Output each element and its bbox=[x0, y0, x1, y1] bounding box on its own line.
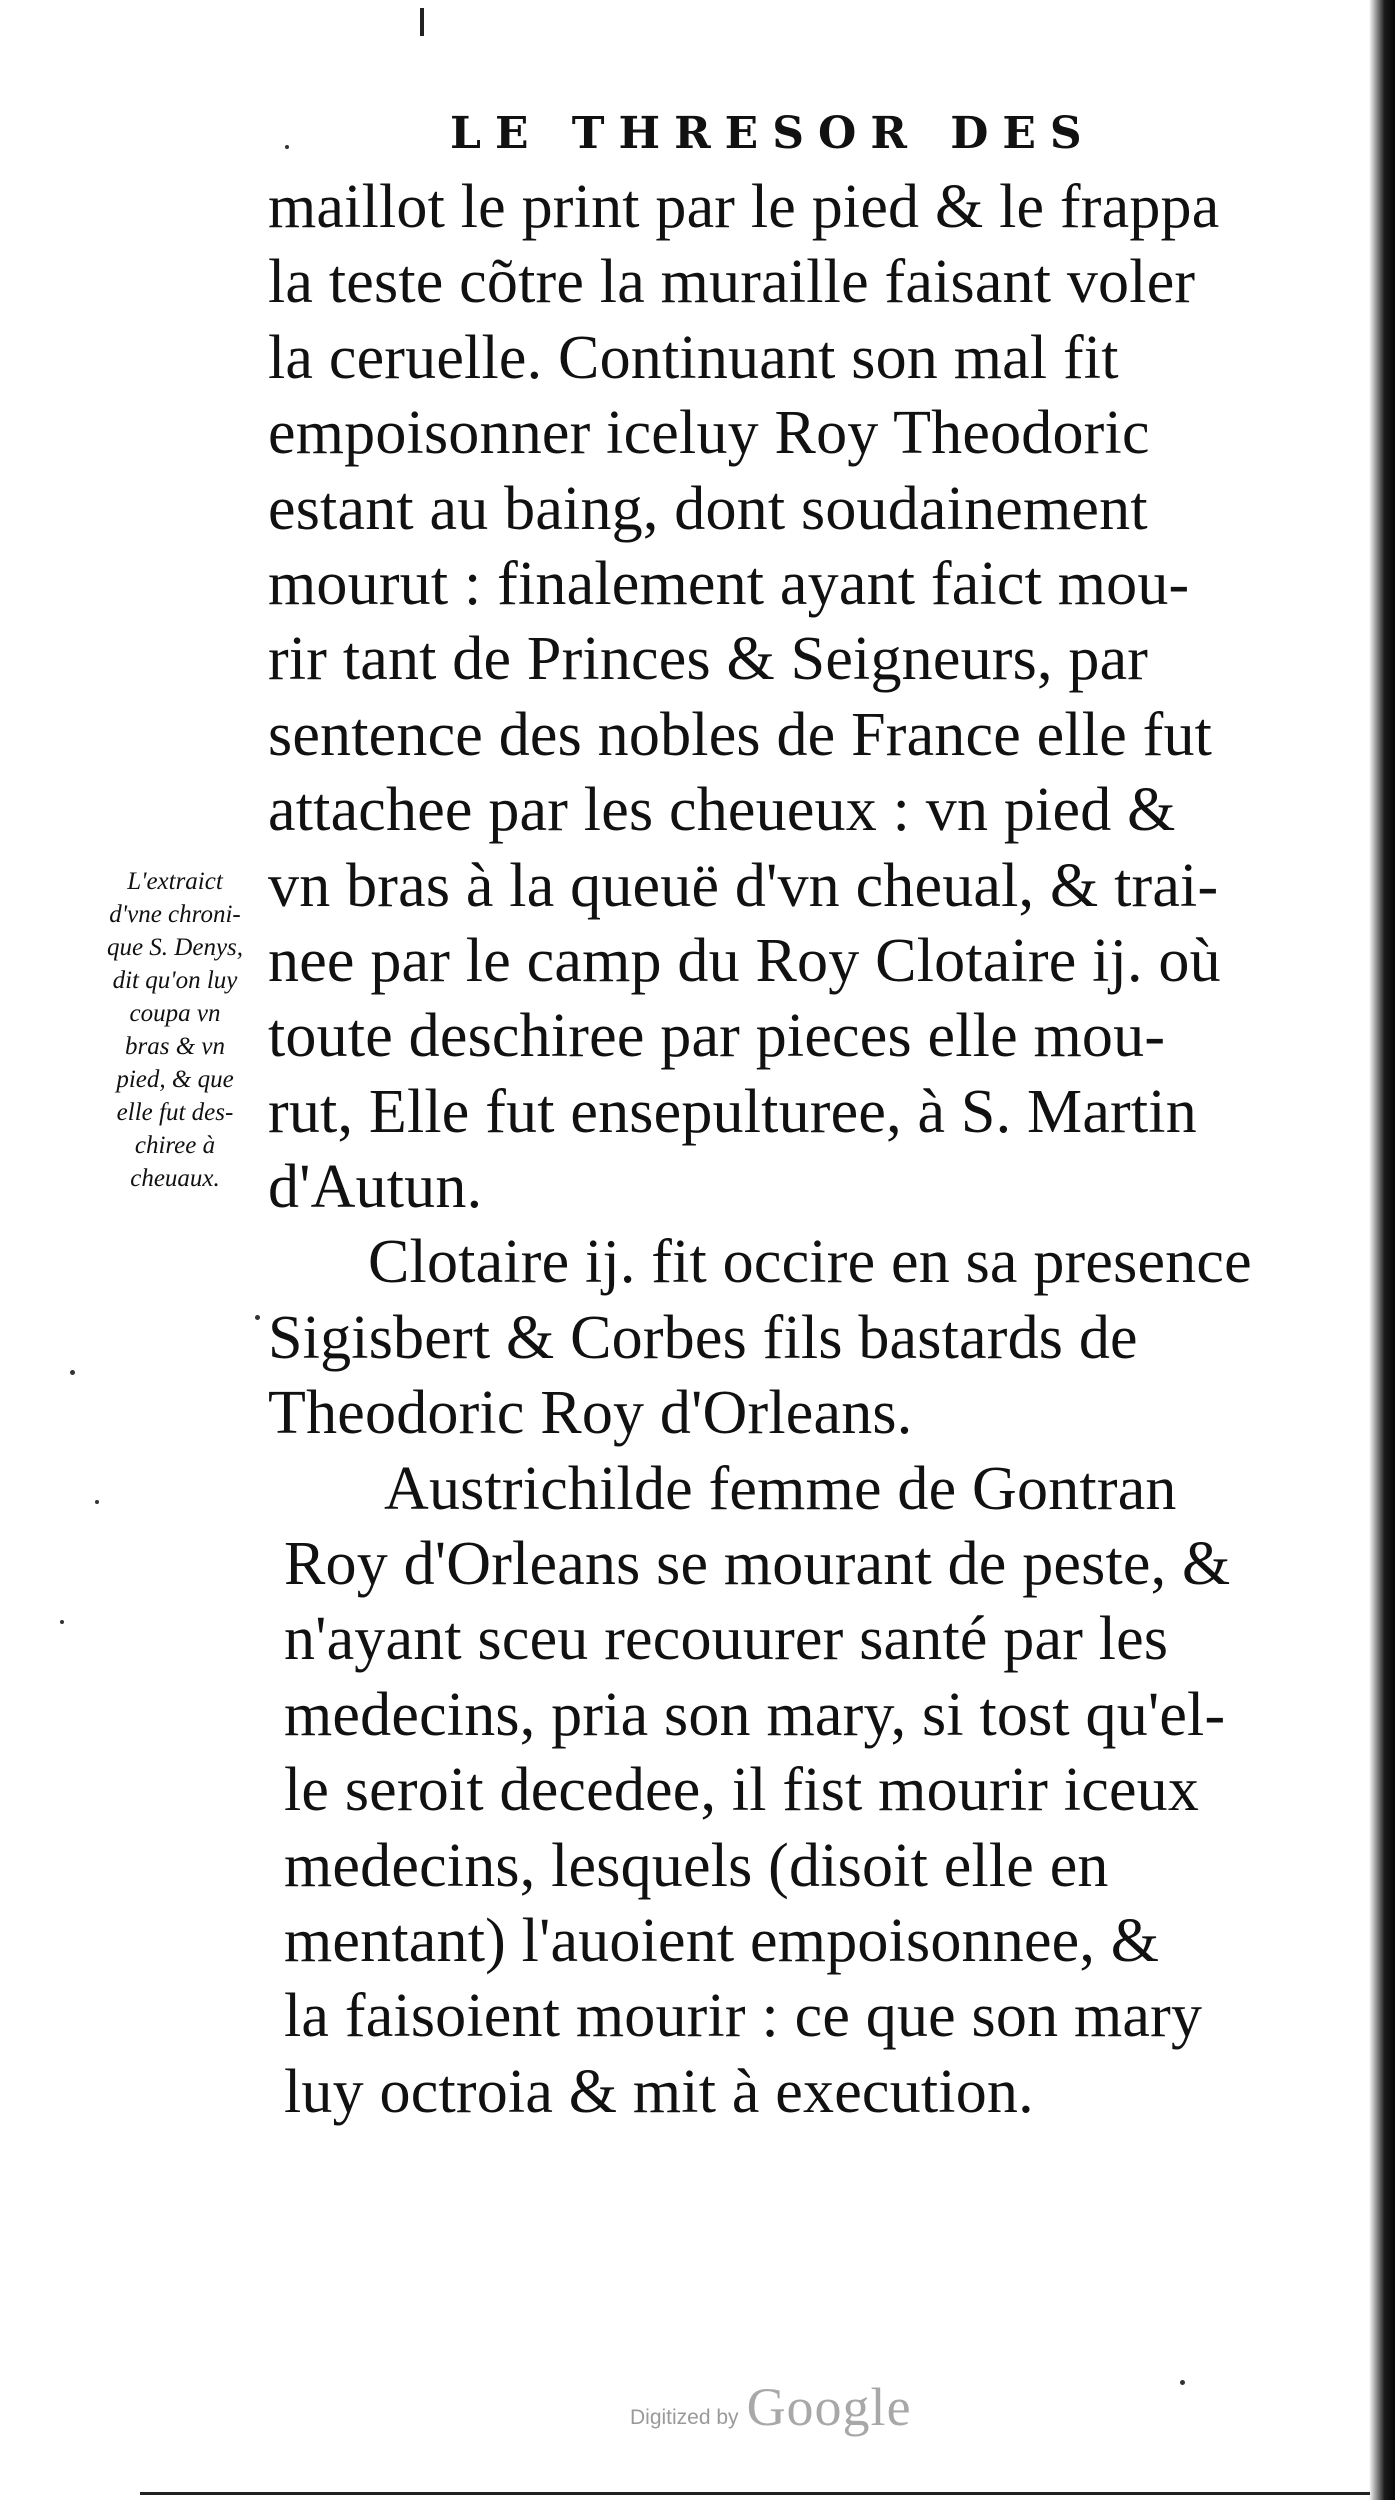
paragraph-start-line: Clotaire ij. fit occire en sa presence bbox=[368, 1228, 1252, 1297]
text-line: n'ayant sceu recouurer santé par les bbox=[284, 1605, 1169, 1674]
digitized-by-label: Digitized by bbox=[630, 2406, 739, 2429]
google-wordmark: Google bbox=[746, 2377, 912, 2437]
marginal-note bbox=[85, 865, 265, 1195]
text-line: medecins, pria son mary, si tost qu'el- bbox=[284, 1680, 1226, 1749]
page-bottom-edge bbox=[140, 2492, 1370, 2495]
text-line: mentant) l'auoient empoisonnee, & bbox=[284, 1906, 1160, 1975]
text-line: luy octroia & mit à execution. bbox=[284, 2057, 1034, 2126]
margin-note-line: bras & vn bbox=[125, 1033, 225, 1060]
text-line: rir tant de Princes & Seigneurs, par bbox=[268, 625, 1149, 694]
margin-note-line: elle fut des- bbox=[116, 1099, 234, 1126]
running-header: LE THRESOR DES bbox=[450, 108, 1096, 159]
text-line: estant au baing, dont soudainement bbox=[268, 474, 1148, 543]
ink-speck bbox=[95, 1500, 99, 1504]
text-line: d'Autun. bbox=[268, 1153, 483, 1222]
text-line: medecins, lesquels (disoit elle en bbox=[284, 1831, 1109, 1900]
margin-note-line: chiree à bbox=[134, 1132, 216, 1159]
text-line: empoisonner iceluy Roy Theodoric bbox=[268, 399, 1150, 468]
margin-note-line: L'extraict bbox=[127, 868, 223, 895]
text-line: rut, Elle fut ensepulturee, à S. Martin bbox=[268, 1077, 1197, 1146]
text-line: la teste cõtre la muraille faisant voler bbox=[268, 248, 1196, 317]
margin-note-line: dit qu'on luy bbox=[112, 967, 238, 994]
text-line: Sigisbert & Corbes fils bastards de bbox=[268, 1303, 1138, 1372]
margin-note-line: cheuaux. bbox=[130, 1165, 220, 1192]
text-line: attachee par les cheueux : vn pied & bbox=[268, 776, 1176, 845]
text-line: mourut : finalement ayant faict mou- bbox=[268, 549, 1190, 618]
ink-speck bbox=[255, 1315, 260, 1320]
text-line: la faisoient mourir : ce que son mary bbox=[284, 1982, 1203, 2051]
text-line: Roy d'Orleans se mourant de peste, & bbox=[284, 1530, 1231, 1599]
text-line: toute deschiree par pieces elle mou- bbox=[268, 1002, 1166, 1071]
ink-speck bbox=[1180, 2380, 1185, 2385]
ink-speck bbox=[285, 145, 289, 149]
text-line: vn bras à la queuë d'vn cheual, & trai- bbox=[268, 851, 1219, 920]
text-line: le seroit decedee, il fist mourir iceux bbox=[284, 1756, 1200, 1825]
margin-note-line: d'vne chroni- bbox=[109, 901, 241, 928]
text-line: la ceruelle. Continuant son mal fit bbox=[268, 323, 1119, 392]
margin-note-line: coupa vn bbox=[129, 1000, 221, 1027]
text-line: sentence des nobles de France elle fut bbox=[268, 700, 1213, 769]
margin-note-line: que S. Denys, bbox=[106, 934, 244, 961]
margin-note-line: pied, & que bbox=[116, 1066, 234, 1093]
page-edge-shadow bbox=[1369, 0, 1395, 2500]
paragraph-start-line: Austrichilde femme de Gontran bbox=[384, 1454, 1177, 1523]
ink-speck bbox=[60, 1620, 64, 1624]
ink-speck bbox=[70, 1370, 75, 1375]
text-line: nee par le camp du Roy Clotaire ij. où bbox=[268, 926, 1221, 995]
text-line: maillot le print par le pied & le frappa bbox=[268, 173, 1220, 241]
body-text bbox=[268, 170, 1358, 2130]
top-edge-mark bbox=[420, 8, 424, 36]
digitization-watermark bbox=[630, 2378, 950, 2438]
text-line: Theodoric Roy d'Orleans. bbox=[268, 1379, 913, 1448]
